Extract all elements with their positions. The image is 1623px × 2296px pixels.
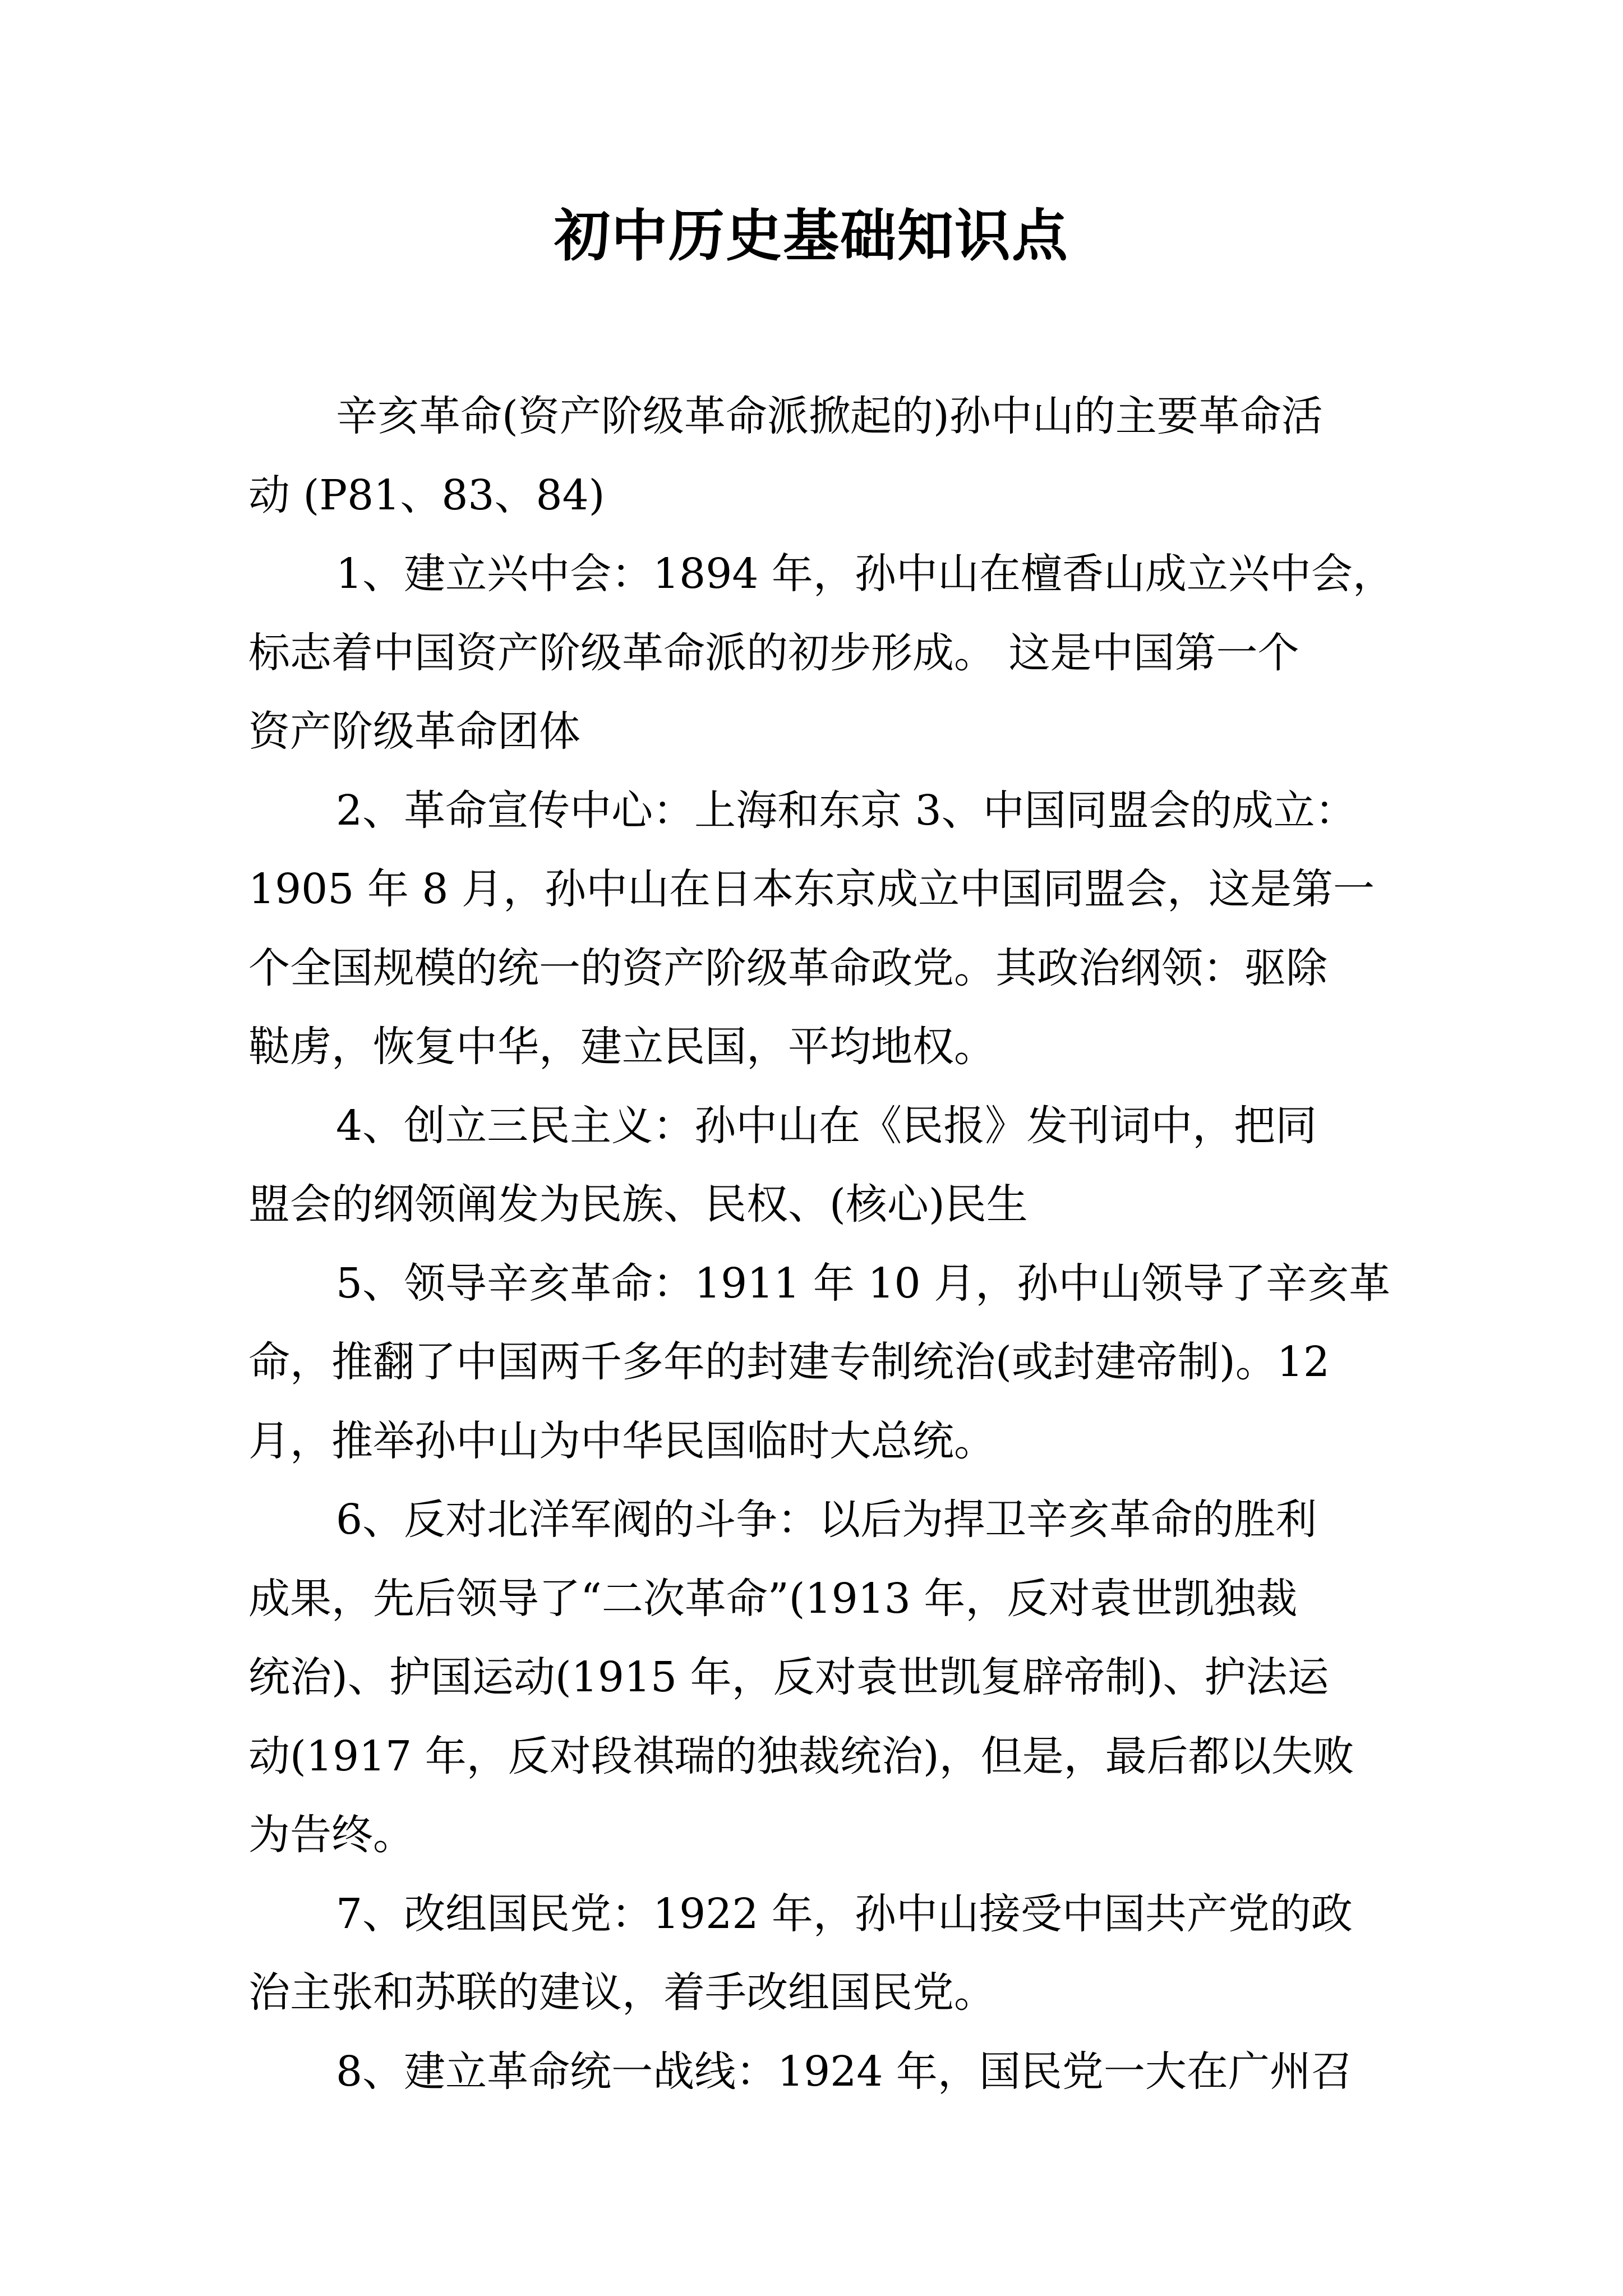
paragraph-4 — [248, 1087, 1387, 1244]
paragraph-8 — [248, 2032, 1387, 2111]
text-line: 辛亥革命(资产阶级革命派掀起的)孙中山的主要革命活 — [336, 392, 1323, 440]
text-line: 为告终。 — [248, 1811, 414, 1859]
text-line: 资产阶级革命团体 — [248, 707, 580, 756]
text-line: 1905 年 8 月，孙中山在日本东京成立中国同盟会，这是第一 — [248, 865, 1375, 913]
text-line: 个全国规模的统一的资产阶级革命政党。其政治纲领：驱除 — [248, 944, 1327, 992]
text-line: 4、创立三民主义：孙中山在《民报》发刊词中，把同 — [336, 1101, 1317, 1150]
text-line: 月，推举孙中山为中华民国临时大总统。 — [248, 1416, 995, 1465]
text-line: 8、建立革命统一战线：1924 年，国民党一大在广州召 — [336, 2047, 1353, 2096]
text-line: 标志着中国资产阶级革命派的初步形成。 这是中国第一个 — [248, 628, 1299, 677]
document-body — [248, 377, 1394, 2111]
text-line: 5、领导辛亥革命：1911 年 10 月，孙中山领导了辛亥革 — [336, 1259, 1391, 1308]
paragraph-5 — [248, 1244, 1391, 1481]
text-line: 动(1917 年，反对段祺瑞的独裁统治)，但是，最后都以失败 — [248, 1732, 1354, 1780]
paragraph-1 — [248, 535, 1394, 771]
paragraph-2-3 — [248, 771, 1387, 1087]
text-line: 治主张和苏联的建议，着手改组国民党。 — [248, 1968, 995, 2017]
text-line: 动 (P81、83、84) — [248, 471, 605, 519]
paragraph-7 — [248, 1875, 1387, 2032]
text-line: 2、革命宣传中心：上海和东京 3、中国同盟会的成立： — [336, 786, 1357, 835]
text-line: 7、改组国民党：1922 年，孙中山接受中国共产党的政 — [336, 1889, 1353, 1938]
text-line: 命，推翻了中国两千多年的封建专制统治(或封建帝制)。12 — [248, 1338, 1330, 1386]
text-line: 1、建立兴中会：1894 年，孙中山在檀香山成立兴中会， — [336, 550, 1394, 598]
text-line: 统治)、护国运动(1915 年，反对袁世凯复辟帝制)、护法运 — [248, 1653, 1329, 1701]
text-line: 6、反对北洋军阀的斗争：以后为捍卫辛亥革命的胜利 — [336, 1496, 1317, 1544]
text-line: 盟会的纲领阐发为民族、民权、(核心)民生 — [248, 1180, 1028, 1228]
text-line: 成果，先后领导了“二次革命”(1913 年，反对袁世凯独裁 — [248, 1574, 1298, 1623]
page-title: 初中历史基础知识点 — [554, 203, 1069, 269]
text-line: 鞑虏，恢复中华，建立民国，平均地权。 — [248, 1023, 995, 1071]
paragraph-6 — [248, 1480, 1387, 1875]
paragraph-intro — [248, 377, 1387, 535]
